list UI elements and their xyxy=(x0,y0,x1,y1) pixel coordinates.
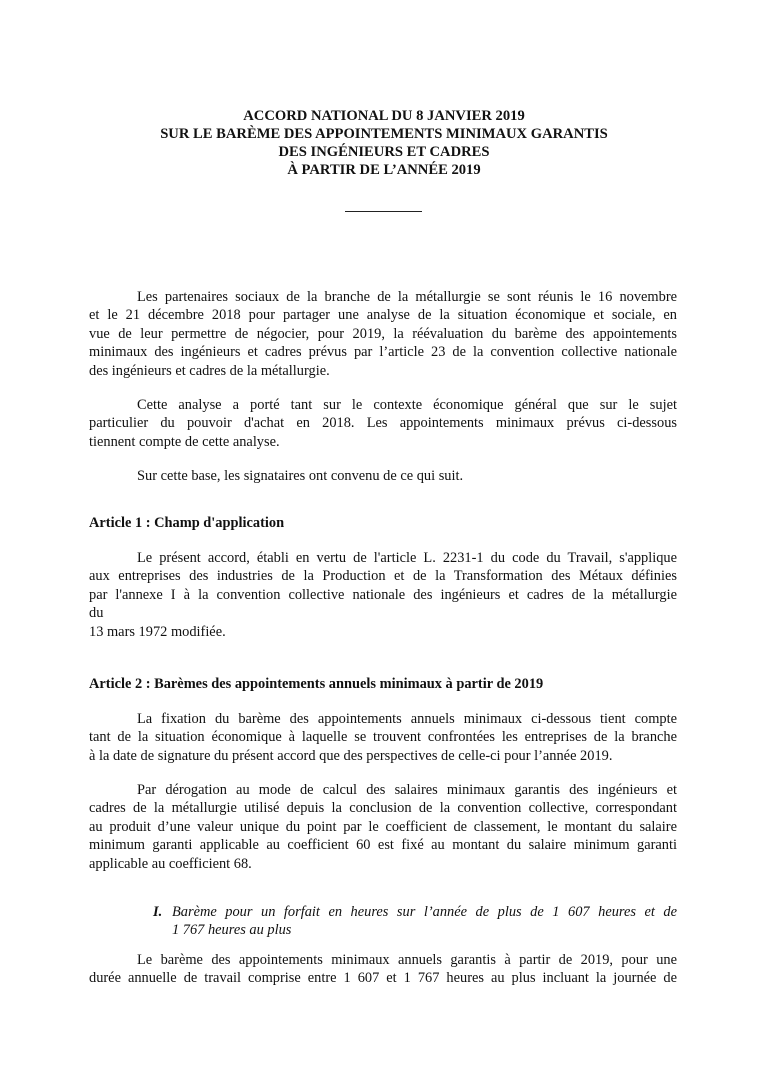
intro-paragraph-2 xyxy=(89,396,677,451)
article-2-paragraph-2 xyxy=(89,781,677,873)
text-line: et le 21 décembre 2018 pour partager une analyse de la situation économique et sociale, en xyxy=(89,307,677,324)
text-line: vue de leur permettre de négocier, pour 2019, la réévaluation du barème des appointements xyxy=(89,325,677,342)
intro-paragraph-3 xyxy=(89,467,677,485)
text-line: 1 767 heures au plus xyxy=(172,922,292,939)
text-line: minimum garanti applicable au coefficient 60 est fixé au montant du salaire minimum garanti xyxy=(89,837,677,854)
text-line: particulier du pouvoir d'achat en 2018. Les appointements minimaux prévus ci-dessous xyxy=(89,415,677,432)
text-line: Le barème des appointements minimaux annuels garantis à partir de 2019, pour une xyxy=(137,952,677,968)
title-separator-rule xyxy=(345,211,422,212)
text-line: au produit d’une valeur unique du point par le coefficient de classement, le montant du salaire xyxy=(89,818,677,835)
text-line: tant de la situation économique à laquelle se trouvent confrontées les entreprises de la branche xyxy=(89,729,677,746)
text-line: Les partenaires sociaux de la branche de la métallurgie se sont réunis le 16 novembre xyxy=(137,289,677,305)
title-line-1: ACCORD NATIONAL DU 8 JANVIER 2019 xyxy=(243,108,525,124)
text-line: par l'annexe I à la convention collective nationale des ingénieurs et cadres de la métallurgie xyxy=(89,586,677,603)
text-line: applicable au coefficient 68. xyxy=(89,855,252,872)
text-line: minimaux des ingénieurs et cadres prévus par l’article 23 de la convention collective nationale xyxy=(89,344,677,361)
text-line: du xyxy=(89,605,104,622)
article-1-paragraph xyxy=(89,549,677,641)
article-2-paragraph-3 xyxy=(89,951,677,988)
text-line: Barème pour un forfait en heures sur l’année de plus de 1 607 heures et de xyxy=(172,904,677,920)
intro-paragraph-1 xyxy=(89,288,677,380)
title-line-2: SUR LE BARÈME DES APPOINTEMENTS MINIMAUX GARANTIS xyxy=(160,126,608,142)
text-line: Sur cette base, les signataires ont convenu de ce qui suit. xyxy=(137,468,464,484)
text-line: aux entreprises des industries de la Production et de la Transformation des Métaux définies xyxy=(89,568,677,585)
text-line: Cette analyse a porté tant sur le contexte économique général que sur le sujet xyxy=(137,397,677,413)
text-line: des ingénieurs et cadres de la métallurgie. xyxy=(89,362,330,379)
text-line: Le présent accord, établi en vertu de l'article L. 2231-1 du code du Travail, s'applique xyxy=(137,550,677,566)
text-line: à la date de signature du présent accord que des perspectives de celle-ci pour l’année 2019. xyxy=(89,747,613,764)
text-line: tiennent compte de cette analyse. xyxy=(89,433,280,450)
article-2-heading: Article 2 : Barèmes des appointements annuels minimaux à partir de 2019 xyxy=(89,676,544,692)
text-line: cadres de la métallurgie utilisé depuis la conclusion de la convention collective, correspondant xyxy=(89,800,677,817)
document-title xyxy=(0,107,768,179)
text-line: Par dérogation au mode de calcul des salaires minimaux garantis des ingénieurs et xyxy=(137,782,677,798)
title-line-4: À PARTIR DE L’ANNÉE 2019 xyxy=(287,162,481,178)
text-line: durée annuelle de travail comprise entre 1 607 et 1 767 heures au plus incluant la journée de xyxy=(89,970,677,987)
section-number: I. xyxy=(153,904,163,920)
text-line: 13 mars 1972 modifiée. xyxy=(89,623,226,640)
text-line: La fixation du barème des appointements annuels minimaux ci-dessous tient compte xyxy=(137,711,677,727)
article-1-heading: Article 1 : Champ d'application xyxy=(89,515,285,531)
article-2-paragraph-1 xyxy=(89,710,677,765)
section-1-heading xyxy=(153,903,677,940)
title-line-3: DES INGÉNIEURS ET CADRES xyxy=(278,144,490,160)
